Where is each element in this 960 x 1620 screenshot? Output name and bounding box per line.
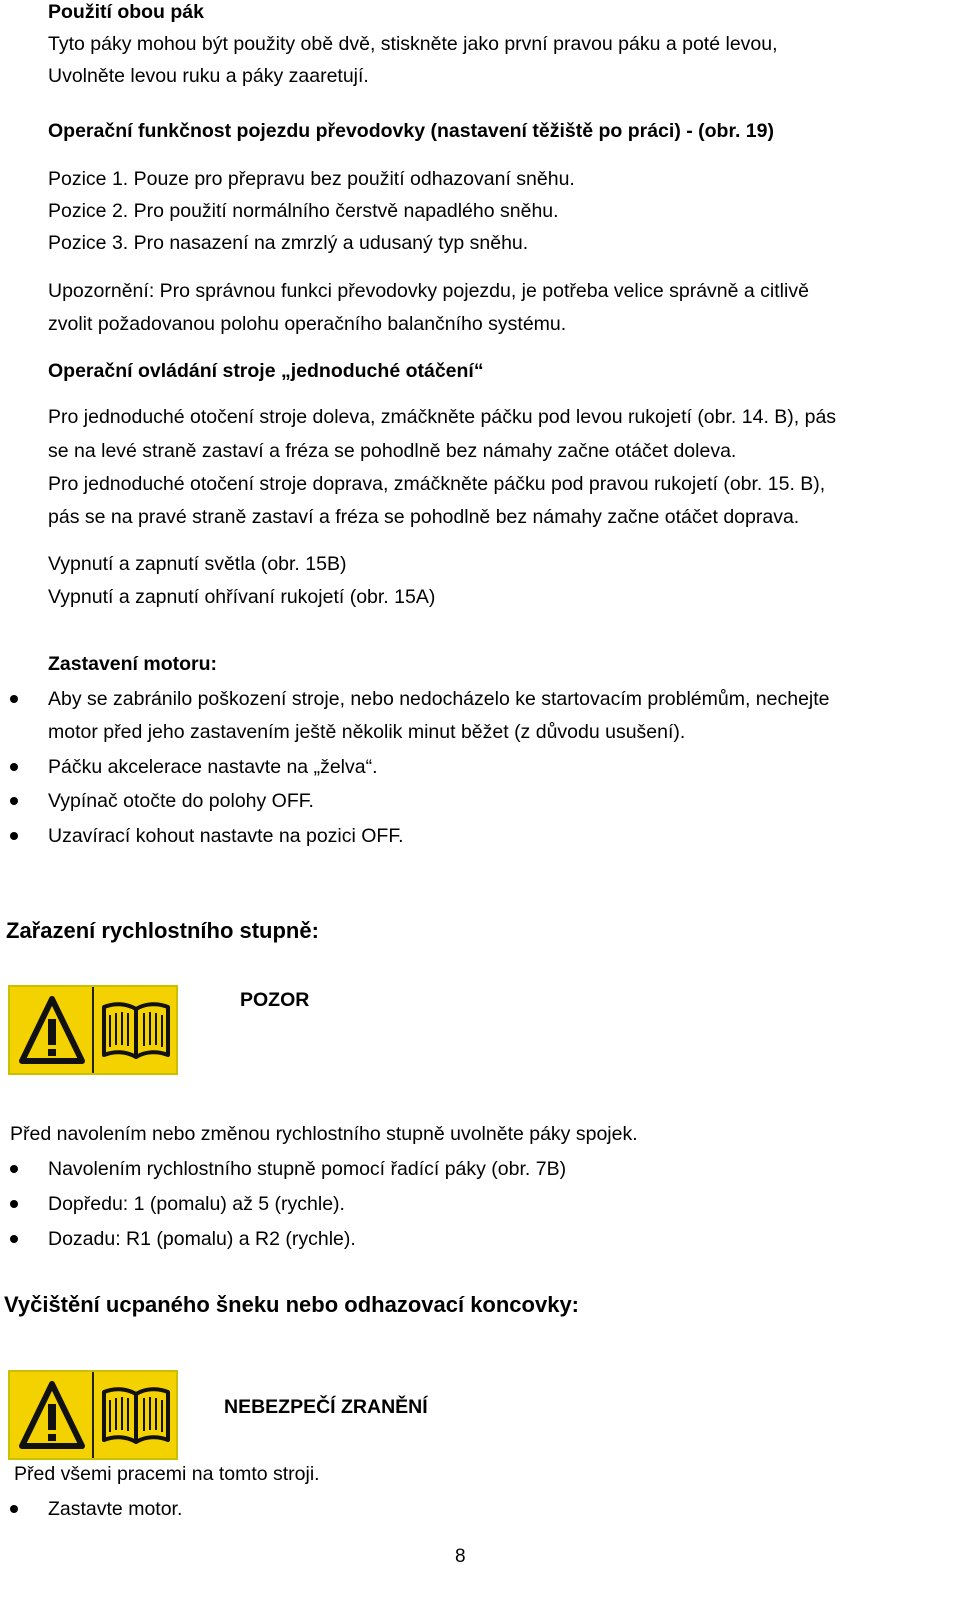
manual-book-icon (100, 1384, 172, 1448)
manual-book-icon (100, 999, 172, 1063)
paragraph-line: Pro jednoduché otočení stroje doleva, zmáčkněte páčku pod levou rukojetí (obr. 14. B), pás (48, 406, 837, 428)
note-line: zvolit požadovanou polohu operačního balančního systému. (48, 313, 567, 335)
section-heading: Vyčištění ucpaného šneku nebo odhazovací koncovky: (4, 1292, 580, 1317)
note-line: Upozornění: Pro správnou funkci převodovky pojezdu, je potřeba velice správně a citlivě (48, 280, 809, 302)
bullet-text: Uzavírací kohout nastavte na pozici OFF. (48, 825, 404, 847)
bullet-text: Zastavte motor. (48, 1498, 183, 1520)
warning-triangle-icon (18, 995, 86, 1067)
bullet-dot (10, 1165, 18, 1173)
paragraph-line: Před všemi pracemi na tomto stroji. (14, 1463, 320, 1485)
page-number: 8 (455, 1546, 466, 1567)
bullet-text: Navolením rychlostního stupně pomocí řadící páky (obr. 7B) (48, 1158, 567, 1180)
bullet-text: Dozadu: R1 (pomalu) a R2 (rychle). (48, 1228, 356, 1250)
section-heading: Zařazení rychlostního stupně: (6, 918, 319, 943)
paragraph-line: se na levé straně zastaví a fréza se pohodlně bez námahy začne otáčet doleva. (48, 440, 737, 462)
bullet-text: motor před jeho zastavením ještě několik minut běžet (z důvodu usušení). (48, 721, 686, 743)
bullet-text: Vypínač otočte do polohy OFF. (48, 790, 314, 812)
paragraph-line: Uvolněte levou ruku a páky zaaretují. (48, 65, 369, 87)
position-line: Pozice 2. Pro použití normálního čerstvě napadlého sněhu. (48, 200, 559, 222)
bullet-dot (10, 763, 18, 771)
paragraph-line: Vypnutí a zapnutí světla (obr. 15B) (48, 553, 347, 575)
paragraph-line: Před navolením nebo změnou rychlostního stupně uvolněte páky spojek. (10, 1123, 638, 1145)
section-heading: Operační ovládání stroje „jednoduché otáčení“ (48, 360, 484, 382)
warning-sign (8, 1370, 178, 1460)
bullet-text: Páčku akcelerace nastavte na „želva“. (48, 756, 378, 778)
warning-label: POZOR (240, 989, 310, 1011)
section-heading: Operační funkčnost pojezdu převodovky (nastavení těžiště po práci) - (obr. 19) (48, 120, 774, 142)
paragraph-line: pás se na pravé straně zastaví a fréza se pohodlně bez námahy začne otáčet doprava. (48, 506, 800, 528)
paragraph-line: Tyto páky mohou být použity obě dvě, stiskněte jako první pravou páku a poté levou, (48, 33, 778, 55)
section-heading: Zastavení motoru: (48, 653, 218, 675)
section-heading: Použití obou pák (48, 1, 204, 23)
bullet-dot (10, 1235, 18, 1243)
bullet-text: Dopředu: 1 (pomalu) až 5 (rychle). (48, 1193, 345, 1215)
warning-triangle-icon (18, 1380, 86, 1452)
bullet-dot (10, 832, 18, 840)
paragraph-line: Pro jednoduché otočení stroje doprava, zmáčkněte páčku pod pravou rukojetí (obr. 15. B), (48, 473, 826, 495)
bullet-dot (10, 1200, 18, 1208)
warning-sign (8, 985, 178, 1075)
position-line: Pozice 1. Pouze pro přepravu bez použití odhazovaní sněhu. (48, 168, 575, 190)
bullet-text: Aby se zabránilo poškození stroje, nebo nedocházelo ke startovacím problémům, nechejte (48, 688, 830, 710)
position-line: Pozice 3. Pro nasazení na zmrzlý a udusaný typ sněhu. (48, 232, 529, 254)
warning-label: NEBEZPEČÍ ZRANĚNÍ (224, 1396, 428, 1418)
bullet-dot (10, 797, 18, 805)
bullet-dot (10, 695, 18, 703)
paragraph-line: Vypnutí a zapnutí ohřívaní rukojetí (obr. 15A) (48, 586, 436, 608)
bullet-dot (10, 1505, 18, 1513)
